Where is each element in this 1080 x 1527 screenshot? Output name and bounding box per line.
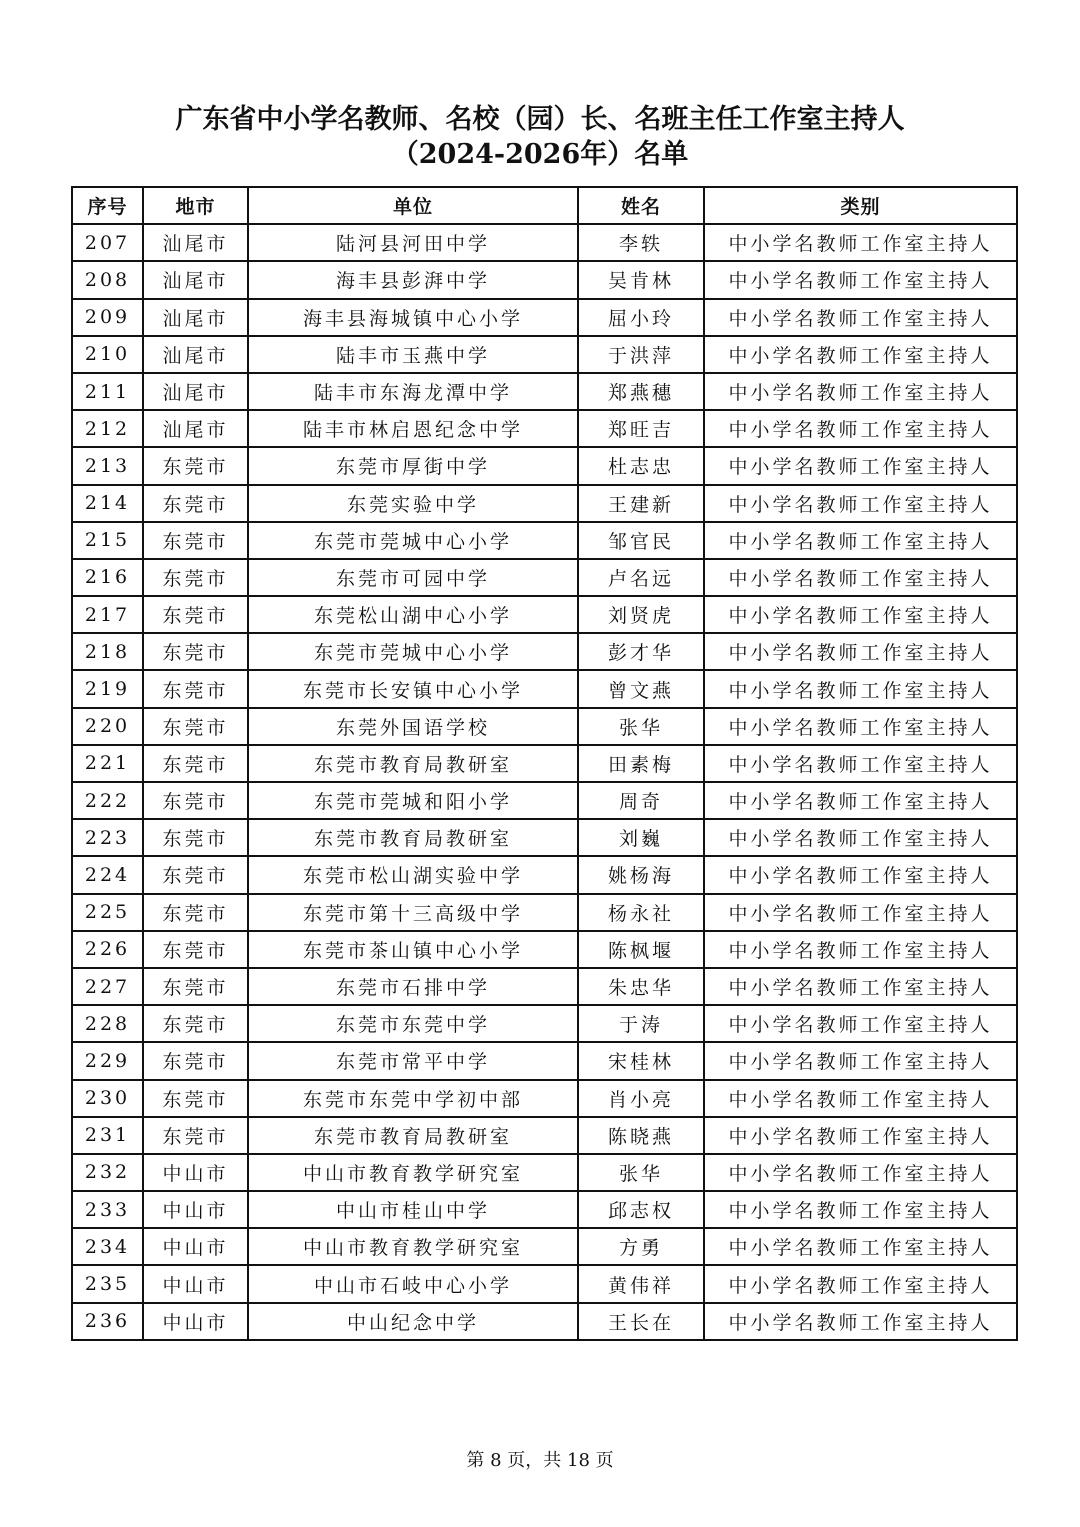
cell-unit: 东莞市东莞中学 (248, 1005, 578, 1042)
cell-index: 219 (72, 670, 143, 707)
cell-name: 郑燕穗 (578, 373, 704, 410)
table-row (72, 410, 1017, 447)
cell-category: 中小学名教师工作室主持人 (704, 819, 1017, 856)
cell-unit: 东莞松山湖中心小学 (248, 596, 578, 633)
cell-category: 中小学名教师工作室主持人 (704, 670, 1017, 707)
cell-city: 东莞市 (143, 559, 248, 596)
cell-category: 中小学名教师工作室主持人 (704, 1191, 1017, 1228)
cell-category: 中小学名教师工作室主持人 (704, 1228, 1017, 1265)
cell-city: 东莞市 (143, 819, 248, 856)
cell-category: 中小学名教师工作室主持人 (704, 485, 1017, 522)
cell-city: 中山市 (143, 1303, 248, 1340)
cell-city: 中山市 (143, 1228, 248, 1265)
cell-unit: 东莞实验中学 (248, 485, 578, 522)
cell-name: 卢名远 (578, 559, 704, 596)
table-row (72, 633, 1017, 670)
cell-city: 东莞市 (143, 931, 248, 968)
cell-unit: 东莞市长安镇中心小学 (248, 670, 578, 707)
cell-index: 230 (72, 1080, 143, 1117)
cell-category: 中小学名教师工作室主持人 (704, 336, 1017, 373)
cell-category: 中小学名教师工作室主持人 (704, 224, 1017, 261)
cell-name: 吴肯林 (578, 261, 704, 298)
cell-name: 彭才华 (578, 633, 704, 670)
cell-name: 宋桂林 (578, 1042, 704, 1079)
cell-unit: 东莞市第十三高级中学 (248, 894, 578, 931)
table-row (72, 1265, 1017, 1302)
cell-city: 中山市 (143, 1191, 248, 1228)
cell-city: 汕尾市 (143, 261, 248, 298)
table-row (72, 968, 1017, 1005)
cell-category: 中小学名教师工作室主持人 (704, 633, 1017, 670)
cell-name: 刘贤虎 (578, 596, 704, 633)
table-row (72, 1191, 1017, 1228)
cell-category: 中小学名教师工作室主持人 (704, 745, 1017, 782)
cell-unit: 陆河县河田中学 (248, 224, 578, 261)
cell-index: 214 (72, 485, 143, 522)
cell-category: 中小学名教师工作室主持人 (704, 1265, 1017, 1302)
table-row (72, 224, 1017, 261)
cell-city: 汕尾市 (143, 336, 248, 373)
document-title-line2: （2024-2026年）名单 (391, 139, 689, 170)
cell-index: 217 (72, 596, 143, 633)
cell-name: 张华 (578, 1154, 704, 1191)
cell-name: 姚杨海 (578, 856, 704, 893)
cell-unit: 中山市教育教学研究室 (248, 1154, 578, 1191)
table-row (72, 596, 1017, 633)
cell-city: 东莞市 (143, 856, 248, 893)
cell-category: 中小学名教师工作室主持人 (704, 1303, 1017, 1340)
cell-unit: 东莞市石排中学 (248, 968, 578, 1005)
table-header-row (72, 187, 1017, 224)
table-row (72, 522, 1017, 559)
cell-unit: 陆丰市东海龙潭中学 (248, 373, 578, 410)
cell-category: 中小学名教师工作室主持人 (704, 559, 1017, 596)
cell-index: 216 (72, 559, 143, 596)
cell-index: 218 (72, 633, 143, 670)
cell-category: 中小学名教师工作室主持人 (704, 447, 1017, 484)
cell-city: 东莞市 (143, 1117, 248, 1154)
cell-city: 东莞市 (143, 708, 248, 745)
cell-unit: 海丰县海城镇中心小学 (248, 299, 578, 336)
cell-category: 中小学名教师工作室主持人 (704, 522, 1017, 559)
cell-city: 东莞市 (143, 894, 248, 931)
cell-name: 田素梅 (578, 745, 704, 782)
cell-name: 朱忠华 (578, 968, 704, 1005)
cell-index: 234 (72, 1228, 143, 1265)
cell-name: 杜志忠 (578, 447, 704, 484)
cell-name: 邱志权 (578, 1191, 704, 1228)
header-index: 序号 (72, 187, 143, 224)
cell-city: 汕尾市 (143, 373, 248, 410)
cell-category: 中小学名教师工作室主持人 (704, 373, 1017, 410)
cell-name: 王长在 (578, 1303, 704, 1340)
cell-city: 东莞市 (143, 633, 248, 670)
cell-city: 中山市 (143, 1265, 248, 1302)
cell-index: 221 (72, 745, 143, 782)
table-row (72, 336, 1017, 373)
cell-category: 中小学名教师工作室主持人 (704, 894, 1017, 931)
table-row (72, 1303, 1017, 1340)
table-body (72, 224, 1017, 1340)
table-row (72, 299, 1017, 336)
cell-name: 陈枫堰 (578, 931, 704, 968)
cell-index: 235 (72, 1265, 143, 1302)
cell-index: 208 (72, 261, 143, 298)
table-row (72, 745, 1017, 782)
table-row (72, 373, 1017, 410)
table-row (72, 708, 1017, 745)
cell-category: 中小学名教师工作室主持人 (704, 299, 1017, 336)
cell-unit: 中山市石岐中心小学 (248, 1265, 578, 1302)
cell-unit: 东莞市松山湖实验中学 (248, 856, 578, 893)
cell-unit: 陆丰市林启恩纪念中学 (248, 410, 578, 447)
cell-index: 223 (72, 819, 143, 856)
cell-unit: 东莞外国语学校 (248, 708, 578, 745)
cell-index: 227 (72, 968, 143, 1005)
cell-index: 222 (72, 782, 143, 819)
header-name: 姓名 (578, 187, 704, 224)
cell-category: 中小学名教师工作室主持人 (704, 782, 1017, 819)
cell-index: 207 (72, 224, 143, 261)
cell-unit: 东莞市教育局教研室 (248, 1117, 578, 1154)
cell-category: 中小学名教师工作室主持人 (704, 1005, 1017, 1042)
cell-index: 213 (72, 447, 143, 484)
cell-index: 233 (72, 1191, 143, 1228)
cell-city: 东莞市 (143, 485, 248, 522)
cell-category: 中小学名教师工作室主持人 (704, 968, 1017, 1005)
table-row (72, 819, 1017, 856)
cell-index: 209 (72, 299, 143, 336)
cell-city: 东莞市 (143, 596, 248, 633)
cell-city: 东莞市 (143, 745, 248, 782)
cell-city: 东莞市 (143, 522, 248, 559)
cell-name: 邹官民 (578, 522, 704, 559)
cell-category: 中小学名教师工作室主持人 (704, 1154, 1017, 1191)
cell-name: 张华 (578, 708, 704, 745)
table-row (72, 856, 1017, 893)
cell-name: 屈小玲 (578, 299, 704, 336)
cell-category: 中小学名教师工作室主持人 (704, 1042, 1017, 1079)
cell-unit: 中山市桂山中学 (248, 1191, 578, 1228)
table-row (72, 1042, 1017, 1079)
cell-index: 228 (72, 1005, 143, 1042)
table-row (72, 670, 1017, 707)
cell-city: 东莞市 (143, 1005, 248, 1042)
cell-unit: 东莞市茶山镇中心小学 (248, 931, 578, 968)
cell-name: 郑旺吉 (578, 410, 704, 447)
table-row (72, 559, 1017, 596)
cell-index: 236 (72, 1303, 143, 1340)
table-row (72, 1228, 1017, 1265)
cell-unit: 东莞市教育局教研室 (248, 745, 578, 782)
cell-index: 215 (72, 522, 143, 559)
cell-category: 中小学名教师工作室主持人 (704, 856, 1017, 893)
cell-city: 东莞市 (143, 1080, 248, 1117)
cell-index: 210 (72, 336, 143, 373)
cell-unit: 东莞市常平中学 (248, 1042, 578, 1079)
table-row (72, 1080, 1017, 1117)
cell-city: 中山市 (143, 1154, 248, 1191)
table-row (72, 782, 1017, 819)
cell-city: 东莞市 (143, 447, 248, 484)
cell-unit: 陆丰市玉燕中学 (248, 336, 578, 373)
table-row (72, 931, 1017, 968)
cell-unit: 东莞市教育局教研室 (248, 819, 578, 856)
cell-name: 黄伟祥 (578, 1265, 704, 1302)
cell-name: 刘巍 (578, 819, 704, 856)
cell-name: 曾文燕 (578, 670, 704, 707)
cell-unit: 中山纪念中学 (248, 1303, 578, 1340)
cell-unit: 东莞市莞城中心小学 (248, 522, 578, 559)
cell-city: 汕尾市 (143, 410, 248, 447)
cell-category: 中小学名教师工作室主持人 (704, 1117, 1017, 1154)
cell-category: 中小学名教师工作室主持人 (704, 596, 1017, 633)
header-city: 地市 (143, 187, 248, 224)
cell-name: 杨永社 (578, 894, 704, 931)
cell-index: 212 (72, 410, 143, 447)
table-row (72, 1005, 1017, 1042)
cell-name: 肖小亮 (578, 1080, 704, 1117)
cell-unit: 东莞市厚街中学 (248, 447, 578, 484)
table-row (72, 447, 1017, 484)
table-row (72, 1154, 1017, 1191)
cell-index: 225 (72, 894, 143, 931)
header-category: 类别 (704, 187, 1017, 224)
cell-index: 231 (72, 1117, 143, 1154)
table-row (72, 485, 1017, 522)
cell-index: 226 (72, 931, 143, 968)
cell-category: 中小学名教师工作室主持人 (704, 261, 1017, 298)
cell-name: 陈晓燕 (578, 1117, 704, 1154)
cell-unit: 中山市教育教学研究室 (248, 1228, 578, 1265)
table-row (72, 261, 1017, 298)
cell-city: 汕尾市 (143, 224, 248, 261)
table-row (72, 894, 1017, 931)
cell-index: 211 (72, 373, 143, 410)
cell-category: 中小学名教师工作室主持人 (704, 1080, 1017, 1117)
cell-index: 232 (72, 1154, 143, 1191)
cell-city: 东莞市 (143, 968, 248, 1005)
cell-city: 东莞市 (143, 1042, 248, 1079)
cell-category: 中小学名教师工作室主持人 (704, 410, 1017, 447)
cell-city: 东莞市 (143, 670, 248, 707)
cell-unit: 东莞市莞城中心小学 (248, 633, 578, 670)
header-unit: 单位 (248, 187, 578, 224)
cell-name: 方勇 (578, 1228, 704, 1265)
cell-name: 李轶 (578, 224, 704, 261)
page-footer: 第 8 页，共 18 页 (466, 1450, 614, 1471)
cell-city: 汕尾市 (143, 299, 248, 336)
table-row (72, 1117, 1017, 1154)
cell-unit: 东莞市莞城和阳小学 (248, 782, 578, 819)
cell-index: 220 (72, 708, 143, 745)
cell-unit: 东莞市东莞中学初中部 (248, 1080, 578, 1117)
document-title-line1: 广东省中小学名教师、名校（园）长、名班主任工作室主持人 (175, 104, 905, 135)
cell-name: 王建新 (578, 485, 704, 522)
cell-unit: 海丰县彭湃中学 (248, 261, 578, 298)
cell-index: 224 (72, 856, 143, 893)
cell-name: 周奇 (578, 782, 704, 819)
cell-name: 于洪萍 (578, 336, 704, 373)
cell-city: 东莞市 (143, 782, 248, 819)
cell-category: 中小学名教师工作室主持人 (704, 931, 1017, 968)
roster-table (71, 186, 1018, 1341)
cell-index: 229 (72, 1042, 143, 1079)
cell-category: 中小学名教师工作室主持人 (704, 708, 1017, 745)
cell-name: 于涛 (578, 1005, 704, 1042)
cell-unit: 东莞市可园中学 (248, 559, 578, 596)
